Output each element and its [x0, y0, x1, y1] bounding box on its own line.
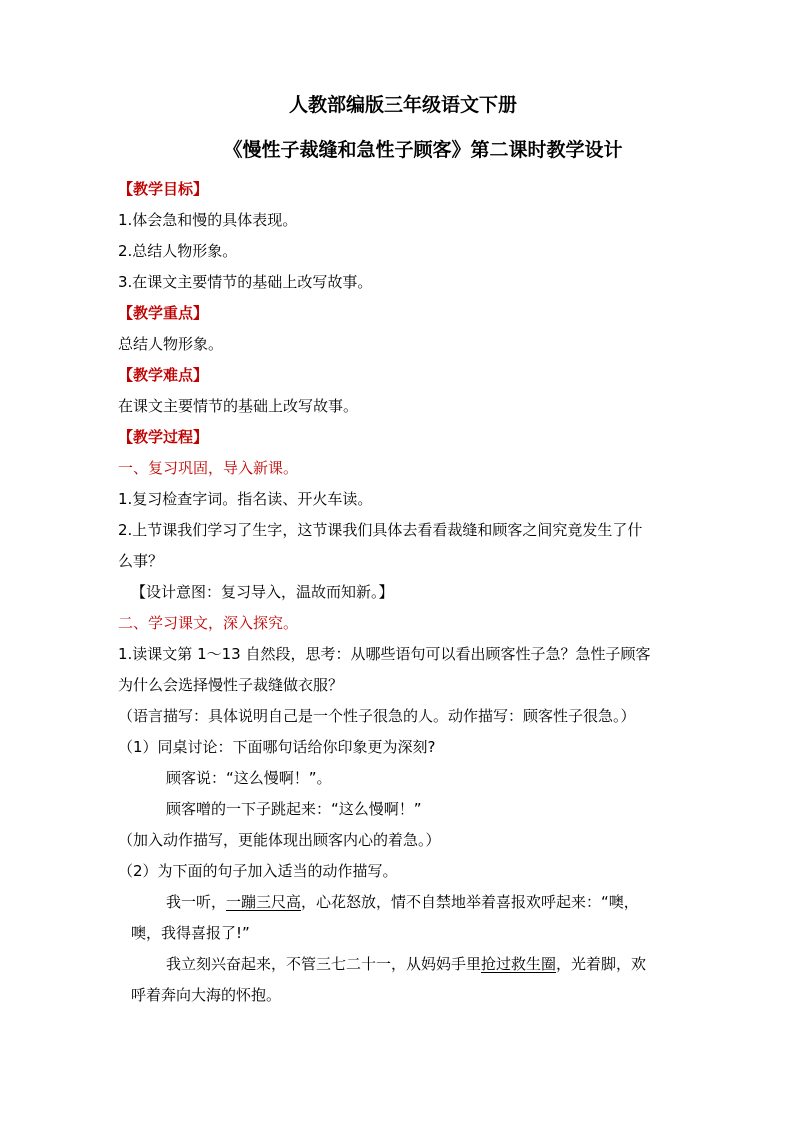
- section-2-answer-1: （语言描写：具体说明自己是一个性子很急的人。动作描写：顾客性子很急。）: [118, 707, 636, 725]
- example-1-text-b: ，心花怒放，情不自禁地举着喜报欢呼起来：“噢，: [301, 893, 639, 911]
- example-1-text-a: 我一听，: [166, 893, 227, 911]
- goal-item-3: 3.在课文主要情节的基础上改写故事。: [118, 273, 373, 291]
- question-1: （1）同桌讨论：下面哪句话给你印象更为深刻?: [118, 738, 436, 756]
- process-heading: 【教学过程】: [118, 428, 209, 446]
- document-subtitle: 《慢性子裁缝和急性子顾客》第二课时教学设计: [223, 139, 623, 161]
- section-1-item-2-line-2: 么事？: [118, 552, 164, 570]
- example-2-text-a: 我立刻兴奋起来，不管三七二十一，从妈妈手里: [166, 955, 482, 973]
- goal-item-1: 1.体会急和慢的具体表现。: [118, 211, 298, 229]
- difficulty-heading: 【教学难点】: [118, 366, 209, 384]
- example-2-underlined: 抢过救生圈: [481, 955, 557, 973]
- example-2-line-1: [118, 949, 688, 980]
- question-1-option-a: 顾客说：“这么慢啊！”。: [166, 769, 332, 787]
- difficulty-text: 在课文主要情节的基础上改写故事。: [118, 397, 359, 415]
- example-1-underlined: 一蹦三尺高: [226, 893, 302, 911]
- document-title: 人教部编版三年级语文下册: [288, 94, 517, 116]
- section-1-intent: 【设计意图：复习导入，温故而知新。】: [131, 583, 394, 601]
- example-1-line-1: [118, 887, 688, 918]
- example-1-line-2: 噢，我得喜报了!”: [131, 924, 250, 942]
- example-2-line-2: 呼着奔向大海的怀抱。: [131, 986, 282, 1004]
- question-1-option-b: 顾客噌的一下子跳起来：“这么慢啊！”: [166, 800, 422, 818]
- section-1-item-1: 1.复习检查字词。指名读、开火车读。: [118, 490, 373, 508]
- example-2-text-b: ，光着脚，欢: [556, 955, 647, 973]
- section-1-item-2-line-1: 2.上节课我们学习了生字，这节课我们具体去看看裁缝和顾客之间究竟发生了什: [118, 521, 643, 539]
- section-2-title: 二、学习课文，深入探究。: [118, 614, 299, 632]
- goal-item-2: 2.总结人物形象。: [118, 242, 238, 260]
- document-page: [118, 95, 688, 1011]
- focus-text: 总结人物形象。: [118, 335, 224, 353]
- focus-heading: 【教学重点】: [118, 304, 209, 322]
- question-1-answer: （加入动作描写，更能体现出顾客内心的着急。）: [118, 831, 441, 849]
- section-1-title: 一、复习巩固，导入新课。: [118, 459, 299, 477]
- section-2-item-1-line-2: 为什么会选择慢性子裁缝做衣服？: [118, 676, 344, 694]
- goals-heading: 【教学目标】: [118, 180, 209, 198]
- question-2: （2）为下面的句子加入适当的动作描写。: [118, 862, 398, 880]
- section-2-item-1-line-1: 1.读课文第 1～13 自然段，思考：从哪些语句可以看出顾客性子急？急性子顾客: [118, 645, 651, 663]
